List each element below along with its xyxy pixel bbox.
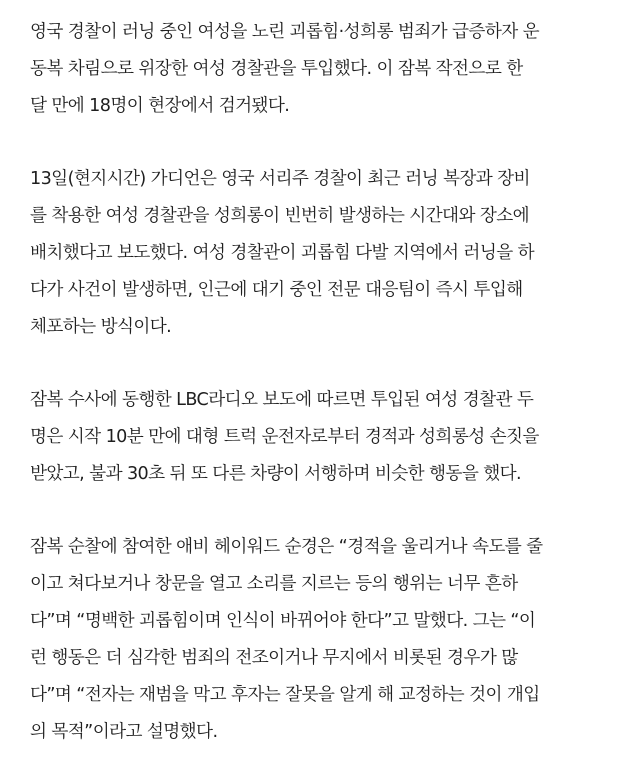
paragraph-3 — [30, 382, 606, 493]
paragraph-4 — [30, 529, 606, 751]
text-line: 영국 경찰이 러닝 중인 여성을 노린 괴롭힘·성희롱 범죄가 급증하자 운 — [30, 22, 540, 42]
text-line: 의 목적”이라고 설명했다. — [30, 722, 218, 742]
text-line: 받았고, 불과 30초 뒤 또 다른 차량이 서행하며 비슷한 행동을 했다. — [30, 464, 521, 484]
text-line: 체포하는 방식이다. — [30, 317, 172, 337]
text-line: 잠복 순찰에 참여한 애비 헤이워드 순경은 “경적을 울리거나 속도를 줄 — [30, 537, 543, 557]
text-line: 동복 차림으로 위장한 여성 경찰관을 투입했다. 이 잠복 작전으로 한 — [30, 59, 523, 79]
text-line: 이고 쳐다보거나 창문을 열고 소리를 지르는 등의 행위는 너무 흔하 — [30, 574, 518, 594]
text-line: 13일(현지시간) 가디언은 영국 서리주 경찰이 최근 러닝 복장과 장비 — [30, 169, 530, 189]
text-line: 명은 시작 10분 만에 대형 트럭 운전자로부터 경적과 성희롱성 손짓을 — [30, 427, 539, 447]
text-line: 잠복 수사에 동행한 LBC라디오 보도에 따르면 투입된 여성 경찰관 두 — [30, 390, 534, 410]
text-line: 를 착용한 여성 경찰관을 성희롱이 빈번히 발생하는 시간대와 장소에 — [30, 206, 530, 226]
text-line: 달 만에 18명이 현장에서 검거됐다. — [30, 96, 290, 116]
text-line: 다가 사건이 발생하면, 인근에 대기 중인 전문 대응팀이 즉시 투입해 — [30, 280, 523, 300]
paragraph-1 — [30, 14, 606, 125]
paragraph-2 — [30, 161, 606, 346]
text-line: 다”며 “명백한 괴롭힘이며 인식이 바뀌어야 한다”고 말했다. 그는 “이 — [30, 611, 536, 631]
text-line: 배치했다고 보도했다. 여성 경찰관이 괴롭힘 다발 지역에서 러닝을 하 — [30, 243, 535, 263]
text-line: 다”며 “전자는 재범을 막고 후자는 잘못을 알게 해 교정하는 것이 개입 — [30, 685, 540, 705]
text-line: 런 행동은 더 심각한 범죄의 전조이거나 무지에서 비롯된 경우가 많 — [30, 648, 518, 668]
